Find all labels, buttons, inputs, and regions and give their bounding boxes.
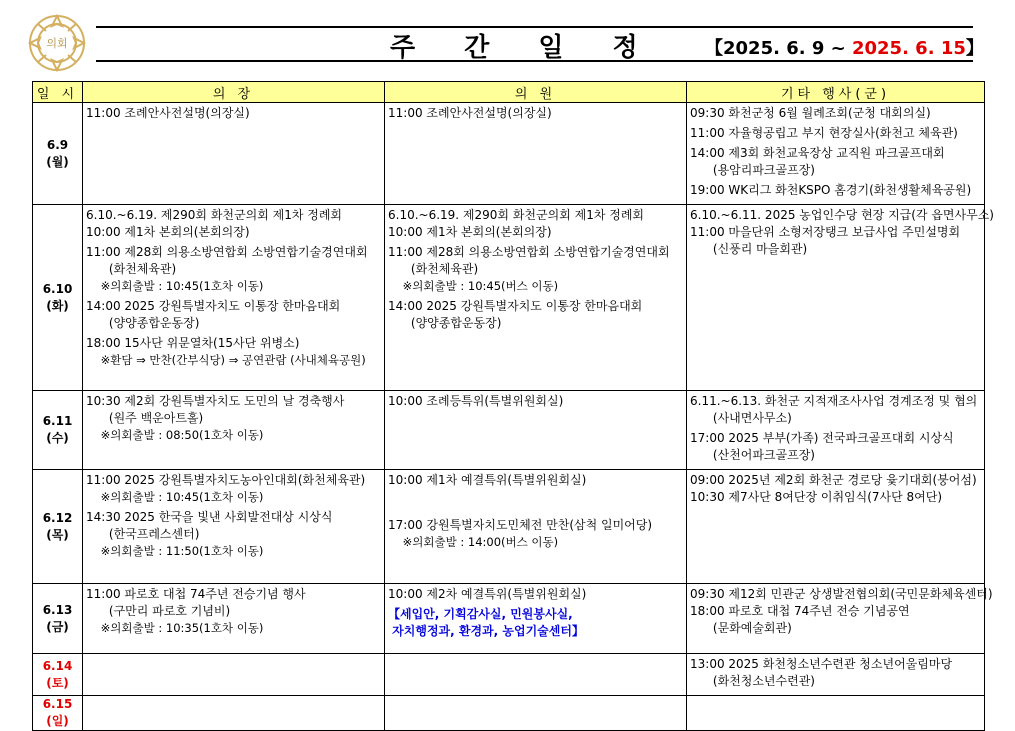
weekly-schedule-table — [32, 81, 994, 731]
column-header-chair: 의 장 — [83, 82, 385, 103]
table-header-row — [33, 82, 985, 103]
schedule-entry — [86, 509, 381, 560]
entry-line: 6.10.~6.19. 제290회 화천군의회 제1차 정례회 — [388, 208, 645, 222]
entry-line: 14:00 제3회 화천교육장상 교직원 파크골프대회 — [690, 146, 945, 160]
other-cell — [687, 470, 985, 584]
schedule-period — [705, 34, 984, 60]
date-label: 6.13 — [42, 602, 73, 617]
svg-text:의회: 의회 — [46, 37, 68, 50]
schedule-entry — [690, 125, 981, 142]
entry-line: 11:00 2025 강원특별자치도농아인대회(화천체육관) — [86, 473, 366, 487]
schedule-entry — [690, 393, 981, 427]
day-cell — [33, 391, 83, 470]
chair-cell — [83, 696, 385, 731]
entry-line: ※의회출발 : 11:50(1호차 이동) — [86, 544, 264, 558]
schedule-row — [33, 584, 985, 654]
entry-line: 11:00 자율형공립고 부지 현장실사(화천고 체육관) — [690, 126, 958, 140]
date-label: 6.12 — [42, 510, 73, 525]
day-cell — [33, 654, 83, 696]
entry-line: 6.10.~6.11. 2025 농업인수당 현장 지급(각 읍면사무소) — [690, 208, 994, 222]
column-header-other: 기타 행사(군) — [687, 82, 985, 103]
schedule-entry — [690, 656, 981, 690]
entry-line: ※환담 ⇒ 만찬(간부식당) ⇒ 공연관람 (사내체육공원) — [86, 353, 366, 367]
schedule-entry — [690, 430, 981, 464]
chair-cell — [83, 103, 385, 205]
entry-line: ※의회출발 : 10:35(1호차 이동) — [86, 621, 264, 635]
other-cell — [687, 654, 985, 696]
entry-line: (원주 백운아트홀) — [86, 411, 204, 425]
date-label: 6.9 — [46, 137, 69, 152]
date-label: 6.14 — [42, 658, 73, 673]
schedule-entry — [388, 105, 683, 122]
entry-line: (화천체육관) — [86, 262, 177, 276]
entry-line: (구만리 파로호 기념비) — [86, 604, 231, 618]
schedule-entry — [690, 472, 981, 506]
entry-line: 18:00 파로호 대첩 74주년 전승 기념공연 — [690, 604, 910, 618]
schedule-entry — [86, 472, 381, 506]
weekday-label: (화) — [46, 298, 69, 313]
other-cell — [687, 584, 993, 654]
entry-line: 17:00 2025 부부(가족) 전국파크골프대회 시상식 — [690, 431, 954, 445]
schedule-entry — [86, 244, 381, 295]
entry-line: 10:00 제1차 본회의(본회의장) — [388, 225, 552, 239]
entry-line: (산천어파크골프장) — [690, 448, 815, 462]
schedule-entry — [388, 517, 683, 551]
entry-line: (양양종합운동장) — [86, 316, 200, 330]
date-label: 6.15 — [42, 697, 73, 711]
entry-line: (용암리파크골프장) — [690, 163, 815, 177]
entry-line: 13:00 2025 화천청소년수련관 청소년어울림마당 — [690, 657, 953, 671]
other-cell — [687, 696, 985, 731]
entry-line: 09:30 화천군청 6월 월례조회(군청 대회의실) — [690, 106, 931, 120]
schedule-row — [33, 103, 985, 205]
council-seal-icon — [22, 12, 92, 74]
schedule-row — [33, 391, 985, 470]
entry-line: 11:00 마을단위 소형저장탱크 보급사업 주민설명회 — [690, 225, 961, 239]
entry-line: 10:00 제2차 예결특위(특별위원회실) — [388, 587, 587, 601]
entry-line: (화천체육관) — [388, 262, 479, 276]
date-label: 6.10 — [42, 281, 73, 296]
schedule-entry — [86, 335, 381, 369]
departments-note — [388, 606, 683, 640]
day-cell — [33, 103, 83, 205]
schedule-entry — [388, 207, 683, 241]
schedule-entry — [86, 586, 381, 637]
schedule-entry — [690, 586, 993, 637]
weekday-label: (토) — [46, 675, 69, 690]
entry-line: 11:00 제28회 의용소방연합회 소방연합기술경연대회 — [86, 245, 368, 259]
entry-line: 10:00 제1차 예결특위(특별위원회실) — [388, 473, 587, 487]
entry-line: 09:00 2025년 제2회 화천군 경로당 윷기대회(붕어섬) — [690, 473, 977, 487]
members-cell — [385, 205, 687, 391]
members-cell — [385, 470, 687, 584]
schedule-row — [33, 470, 985, 584]
schedule-entry — [690, 145, 981, 179]
entry-line: (문화예술회관) — [690, 621, 792, 635]
other-cell — [687, 205, 994, 391]
weekday-label: (월) — [46, 154, 69, 169]
entry-line: 11:00 조례안사전설명(의장실) — [86, 106, 250, 120]
entry-line: ※의회출발 : 10:45(1호차 이동) — [86, 490, 264, 504]
entry-line: 6.11.~6.13. 화천군 지적재조사사업 경계조정 및 협의 — [690, 394, 978, 408]
entry-line: 14:30 2025 한국을 빛낸 사회발전대상 시상식 — [86, 510, 333, 524]
entry-line: ※의회출발 : 08:50(1호차 이동) — [86, 428, 264, 442]
members-cell — [385, 654, 687, 696]
chair-cell — [83, 205, 385, 391]
weekday-label: (일) — [46, 714, 69, 728]
period-end: 2025. 6. 15 — [851, 38, 966, 59]
weekday-label: (금) — [46, 619, 69, 634]
column-header-members: 의 원 — [385, 82, 687, 103]
weekday-label: (목) — [46, 527, 69, 542]
schedule-row — [33, 696, 985, 731]
schedule-entry — [388, 393, 683, 410]
schedule-entry — [690, 182, 981, 199]
schedule-entry — [690, 207, 994, 258]
entry-line: 6.10.~6.19. 제290회 화천군의회 제1차 정례회 — [86, 208, 343, 222]
schedule-row — [33, 205, 985, 391]
entry-line: 10:30 제2회 강원특별자치도 도민의 날 경축행사 — [86, 394, 345, 408]
page-title: 주 간 일 정 — [390, 33, 658, 63]
entry-line: 19:00 WK리그 화천KSPO 홈경기(화천생활체육공원) — [690, 183, 972, 197]
schedule-entry — [86, 207, 381, 241]
schedule-entry — [388, 244, 683, 295]
schedule-entry — [690, 105, 981, 122]
note-line: 자치행정과, 환경과, 농업기술센터】 — [388, 624, 584, 638]
entry-line: (사내면사무소) — [690, 411, 792, 425]
note-line: 【세입안, 기획감사실, 민원봉사실, — [388, 607, 573, 621]
entry-line: 09:30 제12회 민관군 상생발전협의회(국민문화체육센터) — [690, 587, 993, 601]
weekday-label: (수) — [46, 431, 69, 445]
entry-line: (신풍리 마을회관) — [690, 242, 808, 256]
entry-line: 14:00 2025 강원특별자치도 이통장 한마음대회 — [86, 299, 341, 313]
entry-line: (화천청소년수련관) — [690, 674, 815, 688]
entry-line: 18:00 15사단 위문열차(15사단 위병소) — [86, 336, 300, 350]
entry-line: 11:00 조례안사전설명(의장실) — [388, 106, 552, 120]
other-cell — [687, 391, 985, 470]
day-cell — [33, 205, 83, 391]
members-cell — [385, 584, 687, 654]
members-cell — [385, 696, 687, 731]
entry-line: 10:00 조례등특위(특별위원회실) — [388, 394, 564, 408]
schedule-entry — [388, 472, 683, 489]
entry-line: ※의회출발 : 14:00(버스 이동) — [388, 535, 559, 549]
period-close: 】 — [965, 38, 984, 59]
schedule-entry — [388, 298, 683, 332]
entry-line: 14:00 2025 강원특별자치도 이통장 한마음대회 — [388, 299, 643, 313]
schedule-entry — [86, 393, 381, 444]
day-cell — [33, 696, 83, 731]
entry-line: 11:00 제28회 의용소방연합회 소방연합기술경연대회 — [388, 245, 670, 259]
day-cell — [33, 584, 83, 654]
schedule-entry — [86, 298, 381, 332]
other-cell — [687, 103, 985, 205]
members-cell — [385, 391, 687, 470]
chair-cell — [83, 470, 385, 584]
date-label: 6.11 — [42, 414, 73, 428]
entry-line: 11:00 파로호 대첩 74주년 전승기념 행사 — [86, 587, 306, 601]
entry-line: 17:00 강원특별자치도민체전 만찬(삼척 일미어당) — [388, 518, 653, 532]
chair-cell — [83, 584, 385, 654]
members-cell — [385, 103, 687, 205]
schedule-row — [33, 654, 985, 696]
chair-cell — [83, 654, 385, 696]
entry-line: 10:30 제7사단 8여단장 이취임식(7사단 8여단) — [690, 490, 943, 504]
entry-line: (한국프레스센터) — [86, 527, 200, 541]
column-header-day: 일 시 — [33, 82, 83, 103]
entry-line: 10:00 제1차 본회의(본회의장) — [86, 225, 250, 239]
entry-line: (양양종합운동장) — [388, 316, 502, 330]
entry-line: ※의회출발 : 10:45(버스 이동) — [388, 279, 559, 293]
period-start: 【2025. 6. 9 ~ — [705, 38, 852, 59]
day-cell — [33, 470, 83, 584]
entry-line: ※의회출발 : 10:45(1호차 이동) — [86, 279, 264, 293]
chair-cell — [83, 391, 385, 470]
schedule-entry — [86, 105, 381, 122]
schedule-entry — [388, 586, 683, 603]
